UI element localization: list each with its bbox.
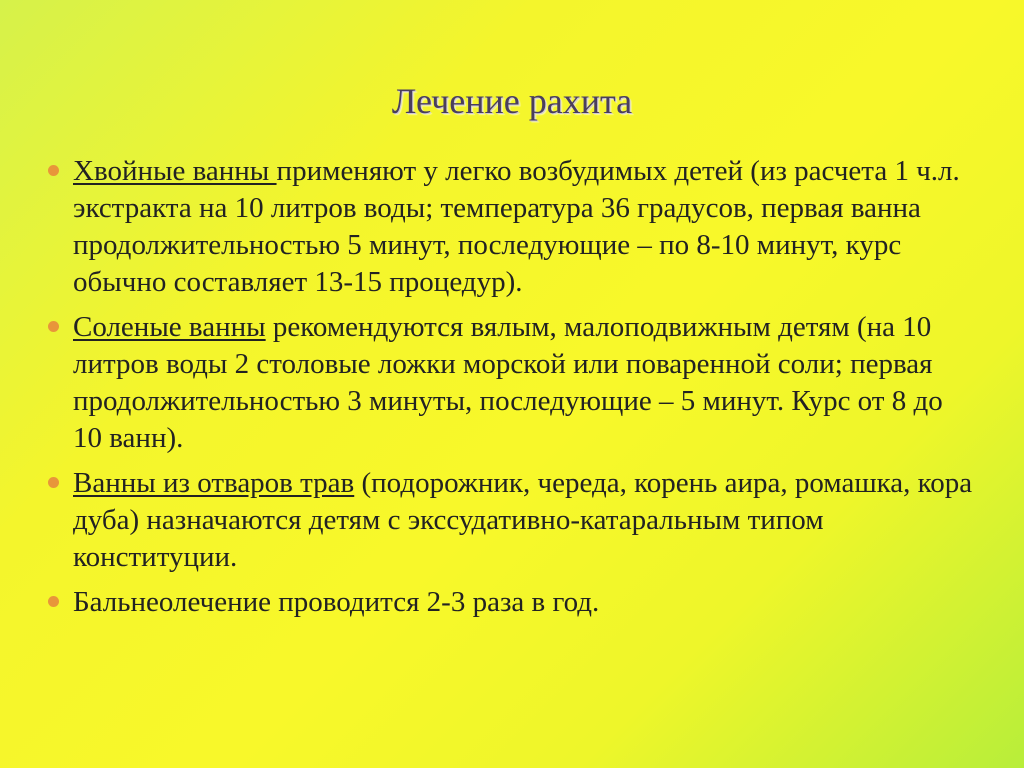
bullet-text xyxy=(73,465,978,576)
list-item xyxy=(48,465,978,576)
list-item xyxy=(48,584,978,621)
bullet-body: Бальнеолечение проводится 2-3 раза в год. xyxy=(73,586,600,618)
bullet-heading: Ванны из отваров трав xyxy=(73,467,355,499)
slide-title: Лечение рахита xyxy=(391,81,633,121)
bullet-body: применяют у легко возбудимых детей (из расчета 1 ч.л. экстракта на 10 литров воды; температура 36 градусов, первая ванна продолжительностью 5 минут, последующие – по 8-10 минут, курс обычно составляет 13-15 процедур). xyxy=(73,155,960,298)
bullet-text xyxy=(73,309,978,457)
bullet-text xyxy=(73,153,978,301)
bullet-dot-icon xyxy=(48,596,59,607)
bullet-text xyxy=(73,584,599,621)
bullet-body: рекомендуются вялым, малоподвижным детям (на 10 литров воды 2 столовые ложки морской или поваренной соли; первая продолжительностью 3 минуты, последующие – 5 минут. Курс от 8 до 10 ванн). xyxy=(73,311,943,454)
bullet-list xyxy=(48,153,978,629)
bullet-heading: Соленые ванны xyxy=(73,311,266,343)
bullet-body: (подорожник, череда, корень аира, ромашка, кора дуба) назначаются детям с экссудативно-катаральным типом конституции. xyxy=(73,467,973,573)
bullet-heading: Хвойные ванны xyxy=(73,155,277,187)
list-item xyxy=(48,153,978,301)
bullet-dot-icon xyxy=(48,165,59,176)
bullet-dot-icon xyxy=(48,321,59,332)
bullet-dot-icon xyxy=(48,477,59,488)
list-item xyxy=(48,309,978,457)
